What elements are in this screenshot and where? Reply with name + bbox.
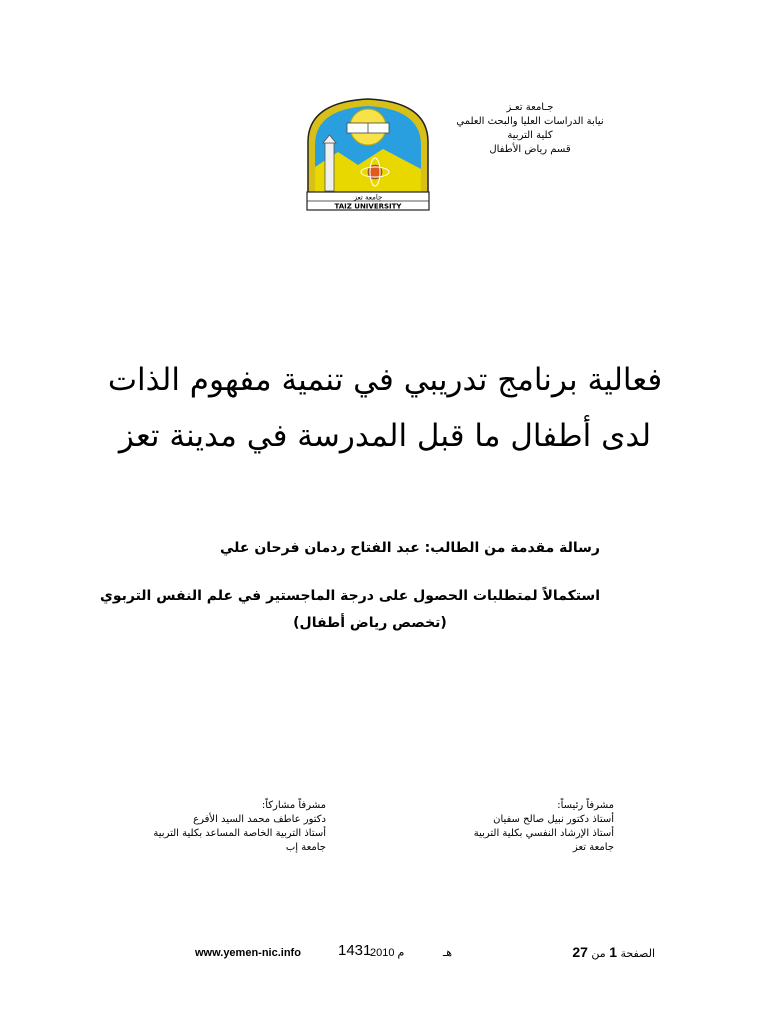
logo-arabic-text: جامعة تعز: [353, 193, 383, 202]
co-supervisor-name: دكتور عاطف محمد السيد الأفرع: [193, 814, 326, 825]
co-supervisor-role: مشرفاً مشاركاً:: [261, 800, 326, 811]
candidate-line: رسالة مقدمة من الطالب: عبد الفتاح ردمان فرحان علي: [220, 540, 600, 556]
footer-hijri-mark: هـ: [443, 946, 453, 959]
university-name: جـامعة تعـز: [506, 102, 554, 113]
footer-gregorian-year: 2010 م: [370, 947, 405, 959]
footer-hijri-year: 1431: [338, 942, 372, 959]
page-of: من: [591, 947, 606, 960]
footer-website-link[interactable]: www.yemen-nic.info: [195, 947, 301, 959]
logo-english-text: TAIZ UNIVERSITY: [334, 202, 402, 211]
thesis-title-line-2: لدى أطفال ما قبل المدرسة في مدينة تعز: [118, 418, 652, 454]
degree-line: استكمالاً لمتطلبات الحصول على درجة الماجستير في علم النفس التربوي: [100, 588, 600, 604]
institution-header: [440, 101, 620, 157]
page-label: الصفحة: [620, 947, 655, 960]
co-supervisor-university: جامعة إب: [285, 842, 326, 853]
department-name: قسم رياض الأطفال: [489, 144, 571, 155]
co-supervisor: [96, 799, 326, 855]
main-supervisor-role: مشرفاً رئيساً:: [557, 800, 614, 811]
faculty-name: كلية التربية: [507, 130, 553, 141]
logo-minaret: [325, 143, 334, 191]
specialization-line: (تخصص رياض أطفال): [293, 615, 447, 631]
page-current: 1: [609, 944, 617, 960]
thesis-title-line-1: فعالية برنامج تدريبي في تنمية مفهوم الذات: [107, 362, 663, 398]
main-supervisor-university: جامعة تعز: [572, 842, 614, 853]
main-supervisor: [390, 799, 614, 855]
footer-page-number: [540, 944, 655, 960]
graduate-studies-dept: نيابة الدراسات العليا والبحث العلمي: [456, 116, 604, 127]
main-supervisor-name: أستاذ دكتور نبيل صالح سفيان: [493, 814, 614, 825]
university-logo: [303, 97, 433, 212]
co-supervisor-position: أستاذ التربية الخاصة المساعد بكلية التربية: [153, 828, 326, 839]
page-total: 27: [572, 944, 588, 960]
main-supervisor-position: أستاذ الإرشاد النفسي بكلية التربية: [473, 828, 614, 839]
